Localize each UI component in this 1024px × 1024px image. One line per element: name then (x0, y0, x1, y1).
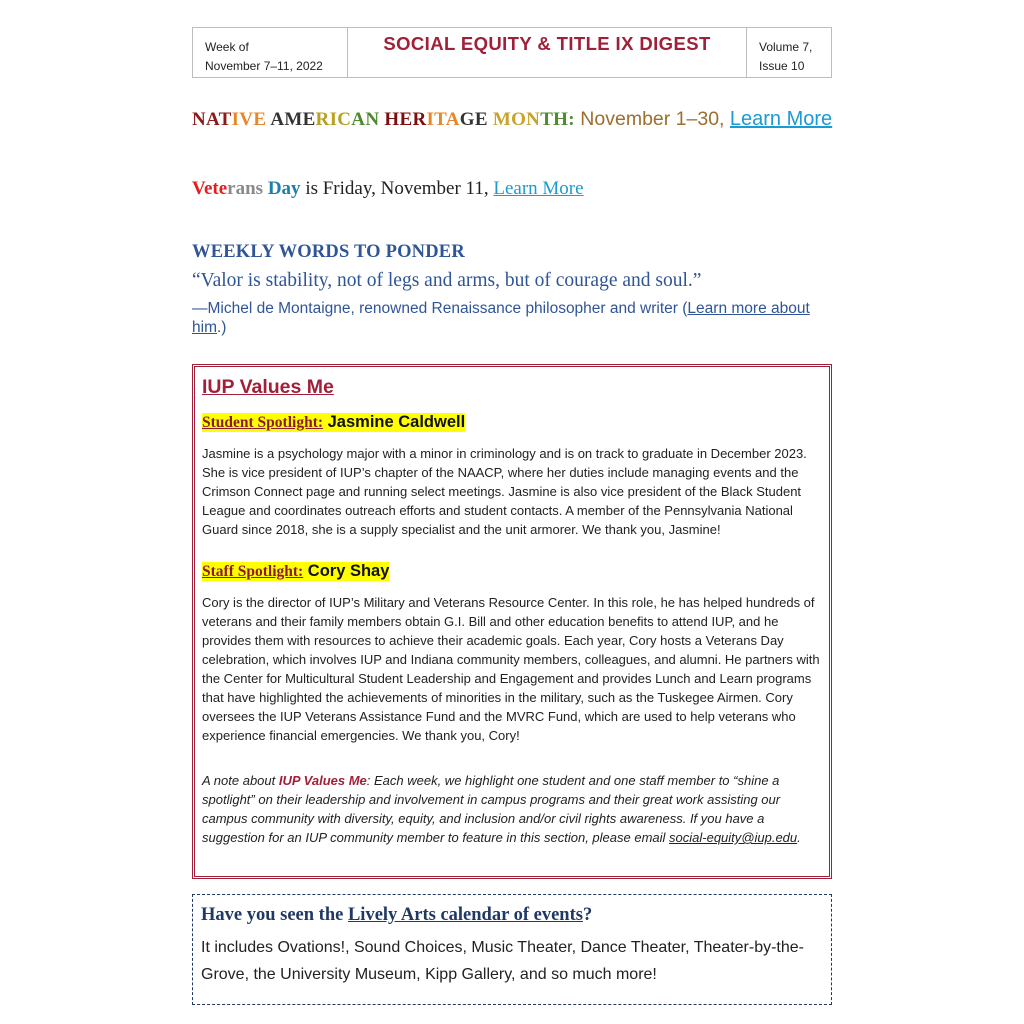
heritage-heading-segment: AN (351, 109, 380, 130)
digest-title: SOCIAL EQUITY & TITLE IX DIGEST (383, 33, 711, 54)
header-issue-cell (746, 28, 831, 77)
veterans-learn-more-link[interactable]: Learn More (493, 178, 584, 199)
student-name: Jasmine Caldwell (323, 413, 466, 431)
student-spotlight-label: Student Spotlight: (202, 414, 324, 431)
veterans-day-line (192, 178, 584, 200)
heritage-month-heading (192, 109, 575, 130)
arts-heading-post: ? (582, 905, 593, 925)
staff-spotlight-text: Cory is the director of IUP’s Military and Veterans Resource Center. In this role, he has helped hundreds of veterans and their family members obtain G.I. Bill and other education benefits to attend IUP, and he provides them with resources to achieve their academic goals. Each year, Cory hosts a Veterans Day celebration, which involves IUP and Indiana community members, colleagues, and alumni. He partners with the Center for Multicultural Student Leadership and Engagement and provides Lunch and Learn programs that have highlighted the achievements of minorities in the military, such as the Tuskegee Airmen. Cory oversees the IUP Veterans Assistance Fund and the MVRC Fund, which are used to help veterans who experience financial emergencies. We thank you, Cory! (202, 595, 820, 743)
lively-arts-calendar-link[interactable]: Lively Arts calendar of events (347, 905, 583, 925)
iup-values-me-box (192, 364, 832, 879)
student-spotlight-heading (202, 413, 465, 432)
heritage-heading-segment: HER (379, 109, 427, 130)
heritage-heading-segment: NAT (192, 109, 232, 130)
veterans-day-date: is Friday, November 11, (300, 178, 494, 199)
heritage-month-line (192, 108, 832, 131)
heritage-heading-segment: RIC (315, 109, 352, 130)
heritage-heading-segment: GE (459, 109, 488, 130)
note-prefix: A note about (202, 773, 279, 788)
header-table (192, 27, 832, 78)
quote-attribution (192, 299, 832, 337)
staff-spotlight-label: Staff Spotlight: (202, 563, 304, 580)
veterans-heading-segment: Vete (192, 178, 228, 199)
veterans-heading-segment: Day (263, 178, 301, 199)
staff-name: Cory Shay (303, 562, 390, 580)
iup-values-note (202, 771, 822, 847)
weekly-words-heading: WEEKLY WORDS TO PONDER (192, 242, 465, 262)
newsletter-page (192, 27, 833, 983)
heritage-dates: November 1–30, (574, 108, 730, 130)
lively-arts-box (192, 894, 832, 1005)
issue-label: Issue 10 (759, 59, 805, 73)
week-dates: November 7–11, 2022 (205, 59, 323, 73)
heritage-learn-more-link[interactable]: Learn More (729, 108, 833, 130)
week-label: Week of (205, 40, 249, 54)
veterans-heading-segment: rans (227, 178, 264, 199)
note-text: : Each week, we highlight one student and one staff member to “shine a spotlight” on their leadership and involvement in campus programs and their great work assisting our campus community with diversity, equity, and inclusion and/or civil rights awareness. If you have a suggestion for an IUP community member to feature in this section, please email (202, 773, 781, 845)
student-spotlight-text: Jasmine is a psychology major with a minor in criminology and is on track to graduate in December 2023. She is vice president of IUP’s chapter of the NAACP, where her duties include managing events and the Crimson Connect page and running select meetings. Jasmine is also vice president of the Black Student League and coordinates outreach efforts and student contacts. A member of the Pennsylvania National Guard since 2018, she is a supply specialist and the unit armorer. We thank you, Jasmine! (202, 446, 807, 537)
header-title-cell (348, 28, 746, 77)
attribution-end: .) (216, 319, 227, 336)
volume-label: Volume 7, (759, 40, 813, 54)
veterans-day-heading (192, 178, 301, 199)
header-week-cell (193, 28, 348, 77)
weekly-quote: “Valor is stability, not of legs and arms, but of courage and soul.” (192, 270, 702, 291)
learn-more-about-him-link[interactable]: Learn more about him (192, 300, 810, 336)
arts-heading-pre: Have you seen the (201, 905, 348, 925)
note-emphasis: IUP Values Me (278, 773, 367, 788)
social-equity-email-link[interactable]: social-equity@iup.edu (669, 830, 798, 845)
note-end: . (797, 830, 801, 845)
heritage-heading-segment: MON (487, 109, 541, 130)
heritage-heading-segment: AME (266, 109, 316, 130)
heritage-heading-segment: IVE (231, 109, 267, 130)
staff-spotlight-heading (202, 562, 389, 581)
weekly-words-section (192, 242, 832, 337)
lively-arts-heading (201, 905, 823, 926)
attribution-text: —Michel de Montaigne, renowned Renaissance philosopher and writer ( (192, 300, 688, 317)
heritage-heading-segment: ITA (426, 109, 460, 130)
iup-values-me-title: IUP Values Me (202, 376, 334, 398)
heritage-heading-segment: TH: (540, 109, 575, 130)
lively-arts-text: It includes Ovations!, Sound Choices, Music Theater, Dance Theater, Theater-by-the-Grove, the University Museum, Kipp Gallery, and so much more! (201, 939, 804, 983)
